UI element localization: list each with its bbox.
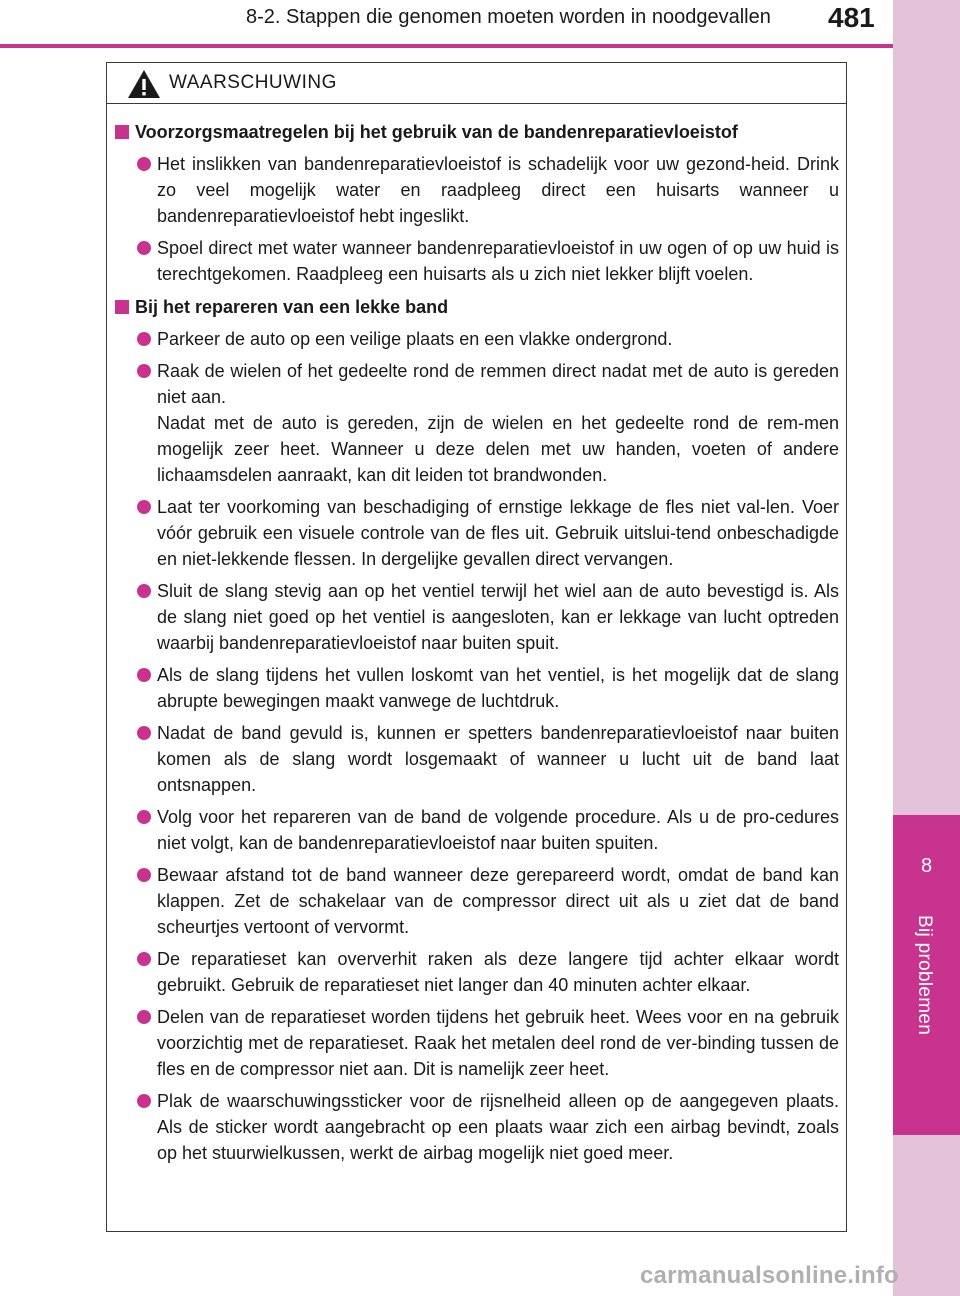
list-item: [113, 720, 839, 798]
list-item-text: Laat ter voorkoming van beschadiging of ernstige lekkage de fles niet val-len. Voer vóór gebruik een visuele controle van de fles uit. Gebruik uitslui-tend onbeschadigde en niet-lekkende flessen. In dergelijke gevallen direct vervangen.: [157, 497, 839, 569]
list-item-text: Parkeer de auto op een veilige plaats en een vlakke ondergrond.: [157, 329, 673, 349]
list-item: [113, 804, 839, 856]
list-item-text: Als de slang tijdens het vullen loskomt van het ventiel, is het mogelijk dat de slang abrupte bewegingen maakt vanwege de luchtdruk.: [157, 665, 839, 711]
round-bullet-icon: [137, 668, 151, 682]
page-number: 481: [828, 2, 875, 33]
section-header-title: 8-2. Stappen die genomen moeten worden in noodgevallen: [246, 6, 771, 28]
list-item: [113, 1088, 839, 1166]
list-item-text: Bewaar afstand tot de band wanneer deze gerepareerd wordt, omdat de band kan klappen. Zet de schakelaar van de compressor direct uit als u ziet dat de band scheurtjes vertoont of vervormt.: [157, 865, 839, 937]
round-bullet-icon: [137, 726, 151, 740]
list-item: [113, 358, 839, 488]
section-title: [113, 120, 839, 145]
round-bullet-icon: [137, 157, 151, 171]
list-item: [113, 235, 839, 287]
round-bullet-icon: [137, 241, 151, 255]
warning-header: [107, 63, 846, 104]
chapter-label: Bij problemen: [914, 915, 935, 1036]
warning-body: [107, 104, 846, 1166]
list-item-text: De reparatieset kan oververhit raken als deze langere tijd achter elkaar wordt gebruikt. Gebruik de reparatieset niet langer dan 40 minuten achter elkaar.: [157, 949, 839, 995]
round-bullet-icon: [137, 1010, 151, 1024]
header-divider: [0, 44, 893, 48]
list-item: [113, 1004, 839, 1082]
round-bullet-icon: [137, 332, 151, 346]
warning-box: [106, 62, 847, 1232]
list-item: [113, 946, 839, 998]
list-item: [113, 151, 839, 229]
round-bullet-icon: [137, 810, 151, 824]
list-item-text: Het inslikken van bandenreparatievloeistof is schadelijk voor uw gezond-heid. Drink zo veel mogelijk water en raadpleeg direct een huisarts wanneer u bandenreparatievloeistof hebt ingeslikt.: [157, 154, 839, 226]
section-title: [113, 295, 839, 320]
chapter-number: 8: [920, 855, 933, 877]
square-bullet-icon: [115, 125, 129, 139]
list-item-text: Plak de waarschuwingssticker voor de rijsnelheid alleen op de aangegeven plaats. Als de sticker wordt aangebracht op een plaats waar zich een airbag bevindt, zoals op het stuurwielkussen, werkt de airbag mogelijk niet goed meer.: [157, 1091, 839, 1163]
list-item-text: Nadat de band gevuld is, kunnen er spetters bandenreparatievloeistof naar buiten komen als de slang wordt losgemaakt of wanneer u lucht uit de band laat ontsnappen.: [157, 723, 839, 795]
list-item: [113, 326, 839, 352]
warning-title: WAARSCHUWING: [169, 72, 337, 93]
list-item: [113, 494, 839, 572]
square-bullet-icon: [115, 300, 129, 314]
list-item: [113, 578, 839, 656]
list-item-text: Sluit de slang stevig aan op het ventiel terwijl het wiel aan de auto bevestigd is. Als de slang niet goed op het ventiel is aangesloten, kan er lekkage van lucht optreden waarbij bandenreparatievloeistof naar buiten spuit.: [157, 581, 839, 653]
watermark: carmanualsonline.info: [640, 1262, 899, 1289]
round-bullet-icon: [137, 868, 151, 882]
warning-triangle-icon: [127, 69, 161, 99]
list-item-text: Raak de wielen of het gedeelte rond de remmen direct nadat met de auto is gereden niet aan. Nadat met de auto is gereden, zijn de wielen en het gedeelte rond de rem-men mogelijk zeer heet. Wanneer u deze delen met uw handen, voeten of andere lichaamsdelen aanraakt, kan dit leiden tot brandwonden.: [157, 361, 839, 485]
round-bullet-icon: [137, 1094, 151, 1108]
chapter-tab[interactable]: [893, 815, 960, 1135]
round-bullet-icon: [137, 364, 151, 378]
list-item: [113, 862, 839, 940]
section-title-text: Bij het repareren van een lekke band: [135, 297, 449, 317]
round-bullet-icon: [137, 500, 151, 514]
round-bullet-icon: [137, 584, 151, 598]
round-bullet-icon: [137, 952, 151, 966]
section-title-text: Voorzorgsmaatregelen bij het gebruik van de bandenreparatievloeistof: [135, 122, 738, 142]
list-item: [113, 662, 839, 714]
list-item-text: Delen van de reparatieset worden tijdens het gebruik heet. Wees voor en na gebruik voorzichtig met de reparatieset. Raak het metalen deel rond de ver-binding tussen de fles en de compressor niet aan. Dit is namelijk zeer heet.: [157, 1007, 839, 1079]
list-item-text: Spoel direct met water wanneer bandenreparatievloeistof in uw ogen of op uw huid is terechtgekomen. Raadpleeg een huisarts als u zich niet lekker blijft voelen.: [157, 238, 839, 284]
list-item-text: Volg voor het repareren van de band de volgende procedure. Als u de pro-cedures niet volgt, kan de bandenreparatievloeistof naar buiten spuiten.: [157, 807, 839, 853]
